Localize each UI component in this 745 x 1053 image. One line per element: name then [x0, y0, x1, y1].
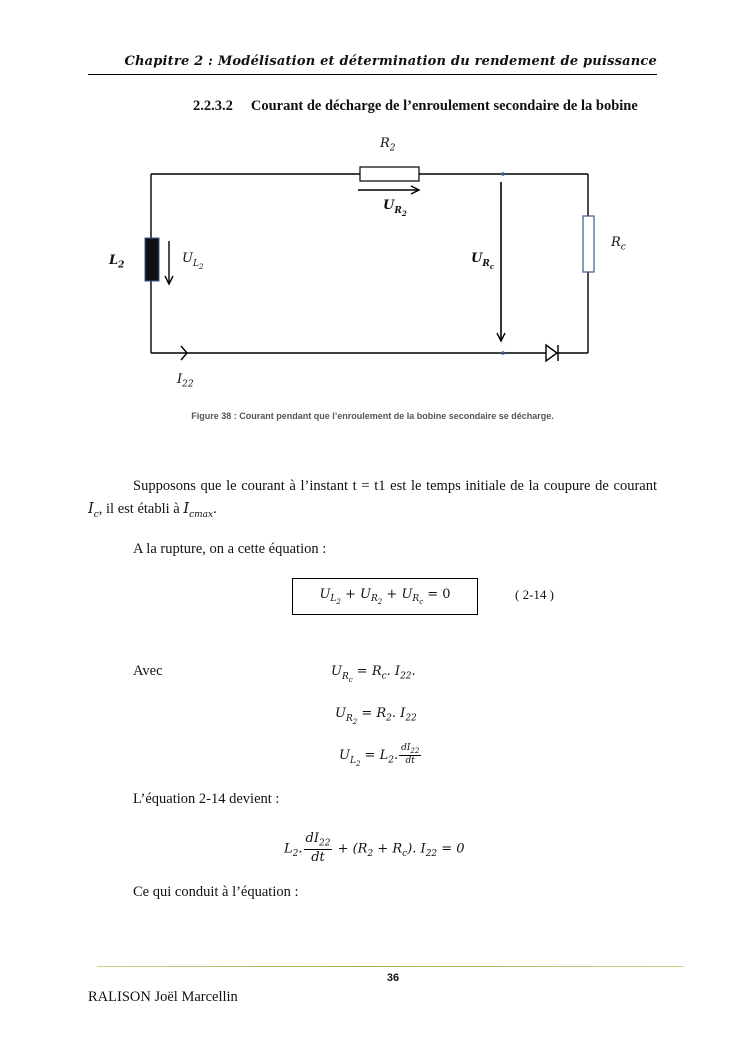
section-title: Courant de décharge de l’enroulement secondaire de la bobine	[250, 98, 638, 114]
label-i22: $I_{22}$	[177, 372, 194, 390]
label-rc: $R_c$	[611, 235, 626, 253]
node-bottom	[501, 351, 505, 355]
diode-icon	[546, 345, 557, 361]
equation-differential: $L_2$. $\frac{dI_{22}}{dt}$ + $(R_2 + R_c)$. $I_{22} = 0$	[284, 831, 465, 866]
equation-ul2: $U_{L_2} = L_2$. $\frac{dI_{22}}{dt}$	[339, 743, 420, 768]
paragraph-conduit: Ce qui conduit à l’équation :	[133, 884, 299, 900]
equation-number: ( 2-14 )	[515, 587, 554, 602]
footer-rule	[97, 966, 684, 967]
label-ul2: $U_{L_2}$	[182, 251, 204, 271]
paragraph-devient: L’équation 2-14 devient :	[133, 791, 280, 807]
figure-caption: Figure 38 : Courant pendant que l’enroulement de la bobine secondaire se décharge.	[191, 411, 554, 421]
equation-urc: $U_{R_c} = R_c$. $I_{22}$.	[331, 664, 416, 684]
paragraph-rupture: A la rupture, on a cette équation :	[133, 541, 327, 557]
equation-2-14-box	[292, 578, 478, 615]
equation-2-14: $U_{L_2} + U_{R_2} + U_{R_c} = 0$	[319, 586, 451, 607]
equation-ur2: $U_{R_2} = R_2$. $I_{22}$	[335, 706, 417, 726]
label-urc: $U_{R_c}$	[471, 251, 495, 271]
label-r2: $R_2$	[380, 136, 396, 154]
resistor-r2-icon	[360, 167, 419, 181]
label-ur2: $U_{R_2}$	[383, 198, 407, 218]
circuit-diagram	[0, 0, 745, 420]
author-name: RALISON Joël Marcellin	[88, 989, 238, 1005]
section-number: 2.2.3.2	[193, 98, 233, 114]
paragraph-intro: Supposons que le courant à l’instant t = t1 est le temps initiale de la coupure de courant $I_c$, il est établi à $I_{cmax}$.	[88, 478, 657, 520]
label-avec: Avec	[133, 663, 163, 679]
chapter-header: Chapitre 2 : Modélisation et détermination du rendement de puissance	[124, 54, 657, 69]
page-number: 36	[386, 972, 400, 984]
node-top	[501, 172, 505, 176]
label-l2: $L_2$	[109, 253, 125, 271]
inductor-l2-icon	[145, 238, 159, 281]
resistor-rc-icon	[583, 216, 594, 272]
